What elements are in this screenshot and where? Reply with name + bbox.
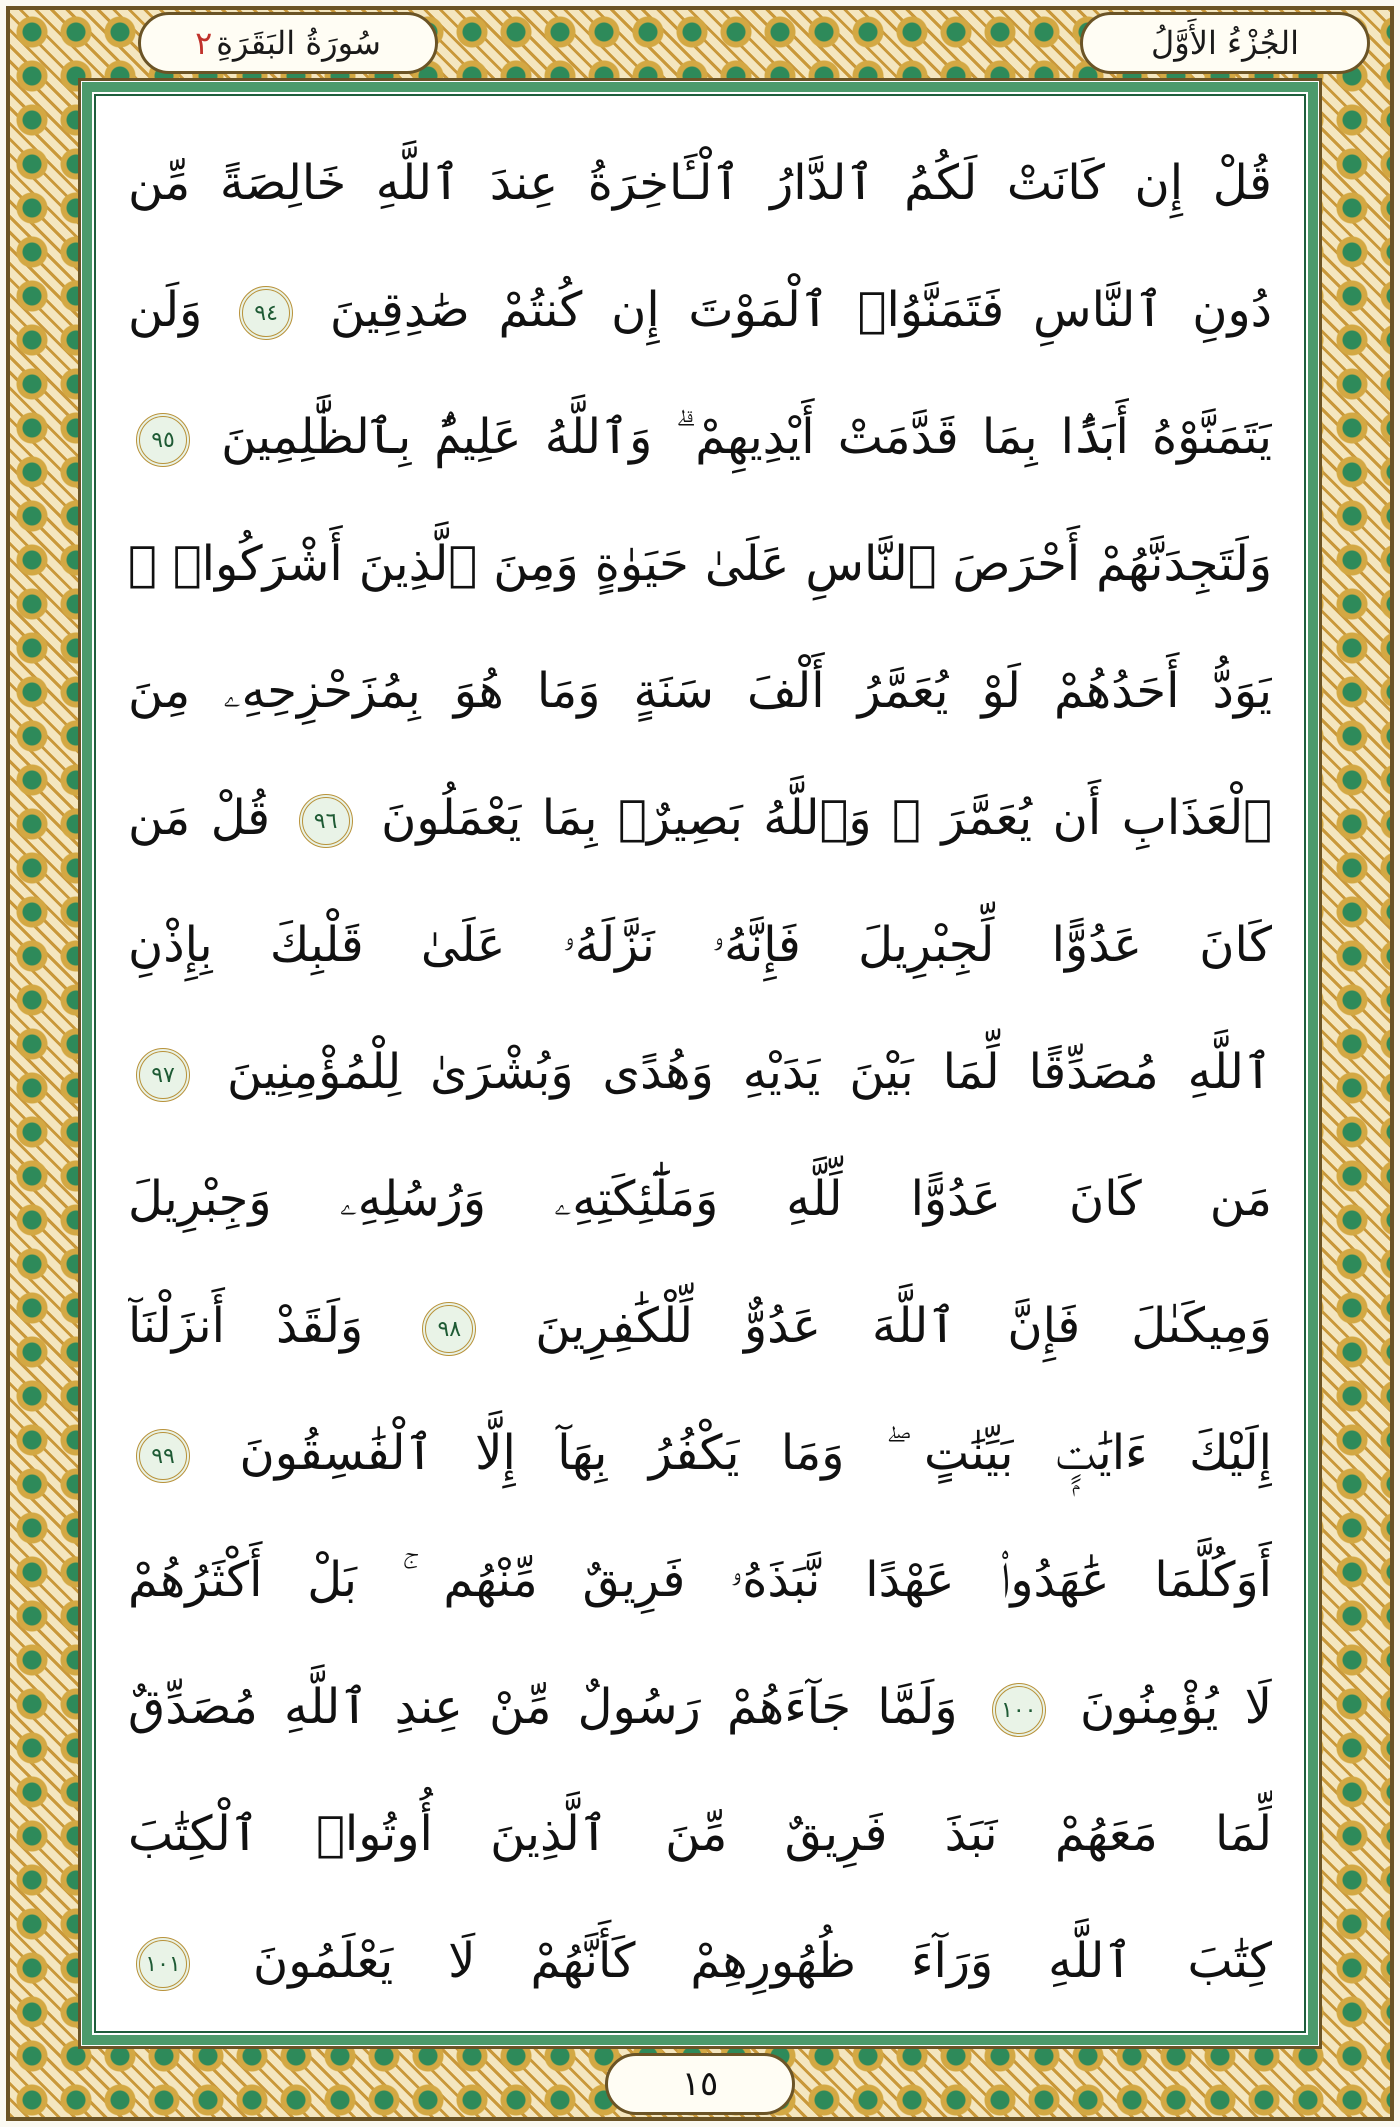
- ayah-number-marker: ٩٧: [136, 1048, 190, 1102]
- verse-text: وَلَقَدْ أَنزَلْنَآ: [128, 1298, 364, 1354]
- juz-title: [1080, 12, 1370, 74]
- juz-label: الجُزْءُ الأَوَّلُ: [1151, 24, 1300, 62]
- verse-text: لَا يُؤْمِنُونَ: [1080, 1679, 1272, 1735]
- ayah-number-marker: ٩٩: [136, 1429, 190, 1483]
- verse-text: دُونِ ٱلنَّاسِ فَتَمَنَّوُا۟ ٱلْمَوْتَ إِن كُنتُمْ صَٰدِقِينَ: [329, 282, 1272, 338]
- verse-text: قُلْ إِن كَانَتْ لَكُمُ ٱلدَّارُ ٱلْـَٔاخِرَةُ عِندَ ٱللَّهِ خَالِصَةً مِّن: [128, 155, 1272, 211]
- verse-line: [128, 628, 1272, 755]
- verse-block: [128, 120, 1272, 2025]
- page-number-label: ١٥: [681, 2064, 719, 2104]
- ayah-number-marker: ١٠١: [136, 1937, 190, 1991]
- verse-line: [128, 1644, 1272, 1771]
- verse-text: لِّمَا مَعَهُمْ نَبَذَ فَرِيقٌ مِّنَ ٱلَّذِينَ أُوتُوا۟ ٱلْكِتَٰبَ: [128, 1806, 1272, 1862]
- ayah-number-marker: ٩٥: [136, 413, 190, 467]
- ayah-number-marker: ٩٤: [239, 286, 293, 340]
- verse-line: [128, 501, 1272, 628]
- verse-text: وَلَتَجِدَنَّهُمْ أَحْرَصَ ٱلنَّاسِ عَلَىٰ حَيَوٰةٍ وَمِنَ ٱلَّذِينَ أَشْرَكُوا۟ ۚ: [128, 536, 1272, 592]
- verse-text: كَانَ عَدُوًّا لِّجِبْرِيلَ فَإِنَّهُۥ نَزَّلَهُۥ عَلَىٰ قَلْبِكَ بِإِذْنِ: [128, 917, 1272, 973]
- verse-text: مَن كَانَ عَدُوًّا لِّلَّهِ وَمَلَٰٓئِكَتِهِۦ وَرُسُلِهِۦ وَجِبْرِيلَ: [128, 1171, 1272, 1227]
- verse-line: [128, 120, 1272, 247]
- ayah-number-marker: ١٠٠: [992, 1683, 1046, 1737]
- verse-text: يَتَمَنَّوْهُ أَبَدًۢا بِمَا قَدَّمَتْ أَيْدِيهِمْ ۗ وَٱللَّهُ عَلِيمٌۢ بِٱلظَّٰلِمِينَ: [221, 409, 1272, 465]
- ayah-number-marker: ٩٦: [299, 794, 353, 848]
- verse-line: [128, 1771, 1272, 1898]
- verse-text: ٱللَّهِ مُصَدِّقًا لِّمَا بَيْنَ يَدَيْهِ وَهُدًى وَبُشْرَىٰ لِلْمُؤْمِنِينَ: [226, 1044, 1272, 1100]
- verse-line: [128, 882, 1272, 1009]
- surah-label: سُورَةُ البَقَرَةِ: [216, 24, 381, 62]
- verse-text: ٱلْعَذَابِ أَن يُعَمَّرَ ۗ وَٱللَّهُ بَصِيرٌۢ بِمَا يَعْمَلُونَ: [381, 790, 1272, 846]
- verse-text: إِلَيْكَ ءَايَٰتٍۭ بَيِّنَٰتٍ ۖ وَمَا يَكْفُرُ بِهَآ إِلَّا ٱلْفَٰسِقُونَ: [239, 1425, 1272, 1481]
- verse-line: [128, 755, 1272, 882]
- surah-title: [138, 12, 438, 74]
- verse-text: يَوَدُّ أَحَدُهُمْ لَوْ يُعَمَّرُ أَلْفَ سَنَةٍ وَمَا هُوَ بِمُزَحْزِحِهِۦ مِنَ: [128, 663, 1272, 719]
- verse-line: [128, 1263, 1272, 1390]
- verse-line: [128, 1390, 1272, 1517]
- verse-text: أَوَكُلَّمَا عَٰهَدُوا۟ عَهْدًا نَّبَذَهُۥ فَرِيقٌ مِّنْهُم ۚ بَلْ أَكْثَرُهُمْ: [128, 1552, 1272, 1608]
- verse-line: [128, 247, 1272, 374]
- verse-line: [128, 1136, 1272, 1263]
- verse-line: [128, 1898, 1272, 2025]
- verse-text: قُلْ مَن: [128, 790, 271, 846]
- verse-text: كِتَٰبَ ٱللَّهِ وَرَآءَ ظُهُورِهِمْ كَأَنَّهُمْ لَا يَعْلَمُونَ: [252, 1933, 1272, 1989]
- page-number: [605, 2053, 795, 2115]
- ayah-number-marker: ٩٨: [422, 1302, 476, 1356]
- verse-line: [128, 1009, 1272, 1136]
- verse-line: [128, 1517, 1272, 1644]
- verse-text: وَلَمَّا جَآءَهُمْ رَسُولٌ مِّنْ عِندِ ٱللَّهِ مُصَدِّقٌ: [128, 1679, 958, 1735]
- verse-text: وَلَن: [128, 282, 203, 338]
- verse-text: وَمِيكَىٰلَ فَإِنَّ ٱللَّهَ عَدُوٌّ لِّلْكَٰفِرِينَ: [535, 1298, 1272, 1354]
- verse-line: [128, 374, 1272, 501]
- surah-number: ٢: [195, 24, 213, 62]
